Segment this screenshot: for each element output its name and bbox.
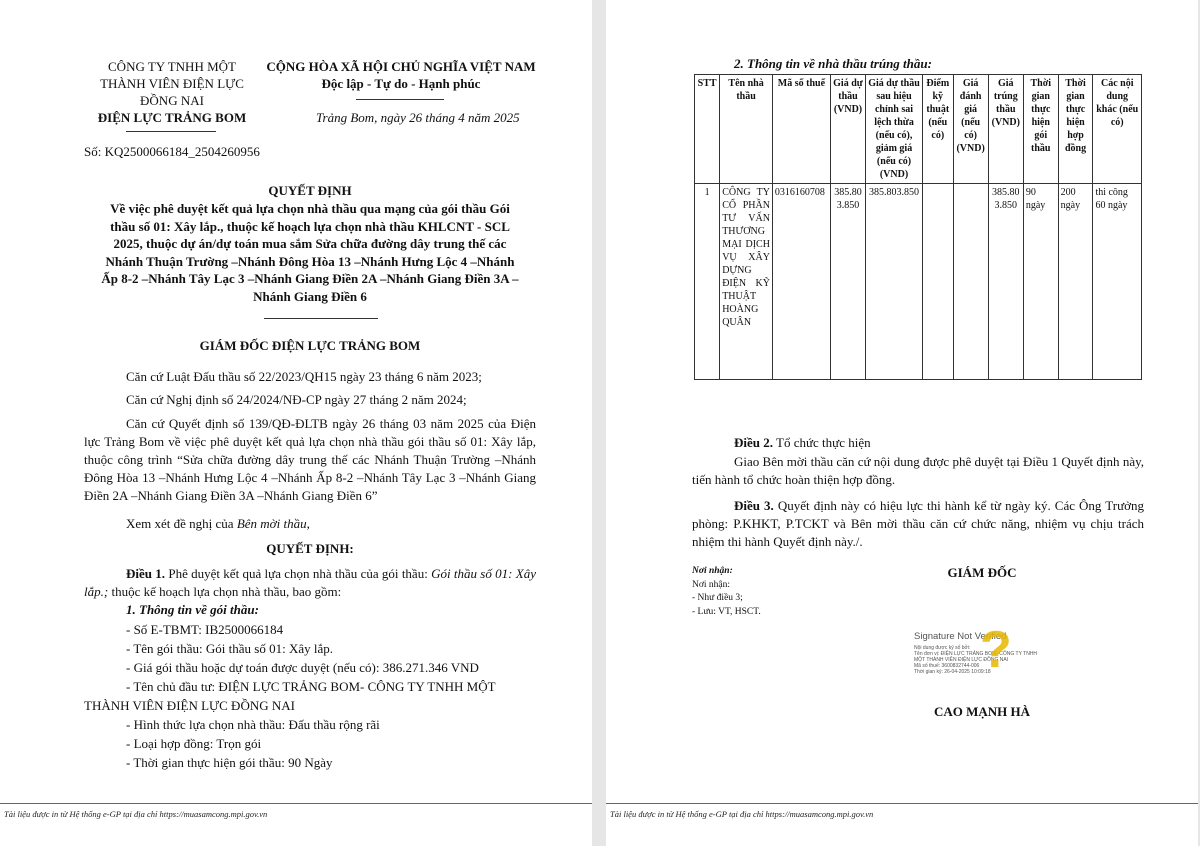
signer-name: CAO MẠNH HÀ <box>933 704 1031 719</box>
nation-line2: Độc lập - Tự do - Hạnh phúc <box>321 76 481 91</box>
basis-law: Căn cứ Luật Đấu thầu số 22/2023/QH15 ngày 23 tháng 6 năm 2023; <box>126 369 482 384</box>
cell-other: thi công 60 ngày <box>1093 184 1142 380</box>
cell-adjusted-price: 385.803.850 <box>866 184 923 380</box>
table-header-row <box>695 75 1142 184</box>
cell-contract-time: 200 ngày <box>1058 184 1093 380</box>
col-win-price: Giá trúng thầu (VND) <box>988 75 1023 184</box>
col-adjusted-price: Giá dự thầu sau hiệu chỉnh sai lệch thừa (nếu có), giảm giá (nếu có) (VND) <box>866 75 923 184</box>
subject-line: Nhánh Thuận Trường –Nhánh Đông Hòa 13 –Nhánh Hưng Lộc 4 –Nhánh <box>105 253 515 269</box>
article-3 <box>692 497 1144 551</box>
cell-bidder-name: CÔNG TY CỔ PHẦN TƯ VẤN THƯƠNG MẠI DỊCH VỤ XÂY DỰNG ĐIỆN KỸ THUẬT HOÀNG QUÂN <box>720 184 773 380</box>
recipients-heading: Nơi nhận: <box>692 566 733 576</box>
signature-detail: Nội dung được ký số bởi: <box>914 645 971 651</box>
col-other: Các nội dung khác (nếu có) <box>1093 75 1142 184</box>
subject-line: Ấp 8-2 –Nhánh Tây Lạc 3 –Nhánh Giang Điền 2A –Nhánh Giang Điền 3A – <box>101 271 519 287</box>
package-info-cont <box>84 696 536 715</box>
article1-text: Phê duyệt kết quả lựa chọn nhà thầu của gói thầu: <box>165 566 432 581</box>
document-page-1 <box>0 0 592 846</box>
info-etbmt: - Số E-TBMT: IB2500066184 <box>126 622 284 637</box>
cell-tech-score <box>922 184 953 380</box>
info-duration: - Thời gian thực hiện gói thầu: 90 Ngày <box>126 755 333 770</box>
table-row <box>695 184 1142 380</box>
col-package-time: Thời gian thực hiện gói thầu <box>1023 75 1058 184</box>
company-unit: ĐIỆN LỰC TRẢNG BOM <box>97 110 247 125</box>
cell-eval-price <box>953 184 988 380</box>
section2-heading: 2. Thông tin về nhà thầu trúng thầu: <box>734 56 932 71</box>
article2-text: Tổ chức thực hiện <box>773 435 871 450</box>
info-investor-cont: THÀNH VIÊN ĐIỆN LỰC ĐỒNG NAI <box>84 698 295 713</box>
section1-heading: 1. Thông tin về gói thầu: <box>126 602 259 617</box>
signature-detail: Mã số thuế: 3600832744-006 <box>914 663 980 669</box>
col-bidder-name: Tên nhà thầu <box>720 75 773 184</box>
col-contract-time: Thời gian thực hiện hợp đồng <box>1058 75 1093 184</box>
info-selection-method: - Hình thức lựa chọn nhà thầu: Đấu thầu rộng rãi <box>126 717 380 732</box>
article1-tail: thuộc kế hoạch lựa chọn nhà thầu, bao gồm: <box>108 584 342 599</box>
info-investor: - Tên chủ đầu tư: ĐIỆN LỰC TRẢNG BOM- CÔNG TY TNHH MỘT <box>126 679 496 694</box>
article2-label: Điều 2. <box>734 435 773 450</box>
cell-win-price: 385.803.850 <box>988 184 1023 380</box>
col-tax-code: Mã số thuế <box>772 75 830 184</box>
recipients <box>692 565 872 619</box>
company-header <box>72 58 272 126</box>
signature-status: Signature Not Verified <box>914 631 1007 642</box>
col-eval-price: Giá đánh giá (nếu có) (VND) <box>953 75 988 184</box>
recipient-item: - Lưu: VT, HSCT. <box>692 606 761 617</box>
info-package-price: - Giá gói thầu hoặc dự toán được duyệt (nếu có): 386.271.346 VND <box>126 660 479 675</box>
subject-line: Về việc phê duyệt kết quả lựa chọn nhà thầu qua mạng của gói thầu Gói <box>110 201 510 216</box>
consider-prefix: Xem xét đề nghị của <box>126 516 237 531</box>
subject-line: thầu số 01: Xây lắp., thuộc kế hoạch lựa chọn nhà thầu KHLCNT - SCL <box>110 218 510 234</box>
signature-unverified-icon: ? <box>980 621 1012 679</box>
place-date: Trảng Bom, ngày 26 tháng 4 năm 2025 <box>316 110 520 125</box>
article1-package: Gói thầu số 01: Xây lắp.; <box>84 566 536 599</box>
footer-divider <box>0 803 592 804</box>
article1-label: Điều 1. <box>126 566 166 581</box>
director-heading: GIÁM ĐỐC ĐIỆN LỰC TRẢNG BOM <box>199 338 421 353</box>
footer-divider <box>606 803 1198 804</box>
decision-title: QUYẾT ĐỊNH <box>268 183 352 198</box>
info-contract-type: - Loại hợp đồng: Trọn gói <box>126 736 262 751</box>
page-footer: Tài liệu được in từ Hệ thống e-GP tại địa chỉ https://muasamcong.mpi.gov.vn <box>610 809 874 819</box>
document-number: Số: KQ2500066184_2504260956 <box>84 144 260 159</box>
basis-decree: Căn cứ Nghị định số 24/2024/NĐ-CP ngày 27 tháng 2 năm 2024; <box>126 392 467 407</box>
consideration <box>126 515 546 532</box>
info-package-name: - Tên gói thầu: Gói thầu số 01: Xây lắp. <box>126 641 334 656</box>
col-bid-price: Giá dự thầu (VND) <box>830 75 865 184</box>
article2-body: Giao Bên mời thầu căn cứ nội dung được phê duyệt tại Điều 1 Quyết định này, tiến hành tổ chức hoàn thiện hợp đồng. <box>692 454 1144 487</box>
company-line3: ĐỒNG NAI <box>140 93 204 108</box>
signer-title: GIÁM ĐỐC <box>947 565 1017 580</box>
document-page-2 <box>606 0 1198 846</box>
article3-label: Điều 3. <box>734 498 774 513</box>
col-stt: STT <box>695 75 720 184</box>
basis-decision: Căn cứ Quyết định số 139/QĐ-ĐLTB ngày 26 tháng 03 năm 2025 của Điện lực Trảng Bom về việc phê duyệt kết quả lựa chọn nhà thầu gói thầu số 01: Xây lắp, thuộc công trình “Sửa chữa đường dây trung thế các Nhánh Thuận Trường –Nhánh Đông Hòa 13 –Nhánh Hưng Lộc 4 –Nhánh Ấp 8-2 –Nhánh Tây Lạc 3 –Nhánh Giang Điền 2A –Nhánh Giang Điền 3A –Nhánh Giang Điền 6” <box>84 416 536 503</box>
article-1 <box>84 565 536 601</box>
nation-line1: CỘNG HÒA XÃ HỘI CHỦ NGHĨA VIỆT NAM <box>266 59 536 74</box>
decide-heading: QUYẾT ĐỊNH: <box>266 541 354 556</box>
package-info-rest <box>126 715 546 772</box>
page-footer: Tài liệu được in từ Hệ thống e-GP tại địa chỉ https://muasamcong.mpi.gov.vn <box>4 809 268 819</box>
cell-stt: 1 <box>695 184 720 380</box>
signature-detail: Tên đơn vị: ĐIỆN LỰC TRẢNG BOM- CÔNG TY TNHH <box>914 651 1038 657</box>
company-line2: THÀNH VIÊN ĐIỆN LỰC <box>100 76 244 91</box>
national-header <box>254 58 548 92</box>
winning-bidder-table <box>694 74 1142 380</box>
col-tech-score: Điểm kỹ thuật (nếu có) <box>922 75 953 184</box>
recipient-item: Nơi nhận: <box>692 579 731 590</box>
cell-package-time: 90 ngày <box>1023 184 1058 380</box>
decision-subject <box>84 200 536 306</box>
cell-tax-code: 0316160708 <box>772 184 830 380</box>
signature-detail: Thời gian ký: 26-04-2025 10:09:18 <box>914 669 991 675</box>
nation-underline <box>356 99 444 100</box>
cell-bid-price: 385.803.850 <box>830 184 865 380</box>
company-underline <box>126 131 216 132</box>
subject-line: 2025, thuộc dự án/dự toán mua sắm Sửa chữa đường dây trung thế các <box>113 236 507 252</box>
company-line1: CÔNG TY TNHH MỘT <box>108 59 236 74</box>
article3-body: Quyết định này có hiệu lực thi hành kể từ ngày ký. Các Ông Trưởng phòng: P.KHKT, P.TCKT và Bên mời thầu căn cứ chức năng, nhiệm vụ chịu trách nhiệm thi hành Quyết định này./. <box>692 498 1144 549</box>
signature-detail: MỘT THÀNH VIÊN ĐIỆN LỰC ĐỒNG NAI <box>914 657 1009 663</box>
consider-party: Bên mời thầu, <box>236 516 310 531</box>
subject-underline <box>264 318 378 319</box>
article-2 <box>734 434 1144 451</box>
subject-line: Nhánh Giang Điền 6 <box>253 288 367 304</box>
recipient-item: - Như điều 3; <box>692 593 743 603</box>
package-info <box>126 620 546 696</box>
